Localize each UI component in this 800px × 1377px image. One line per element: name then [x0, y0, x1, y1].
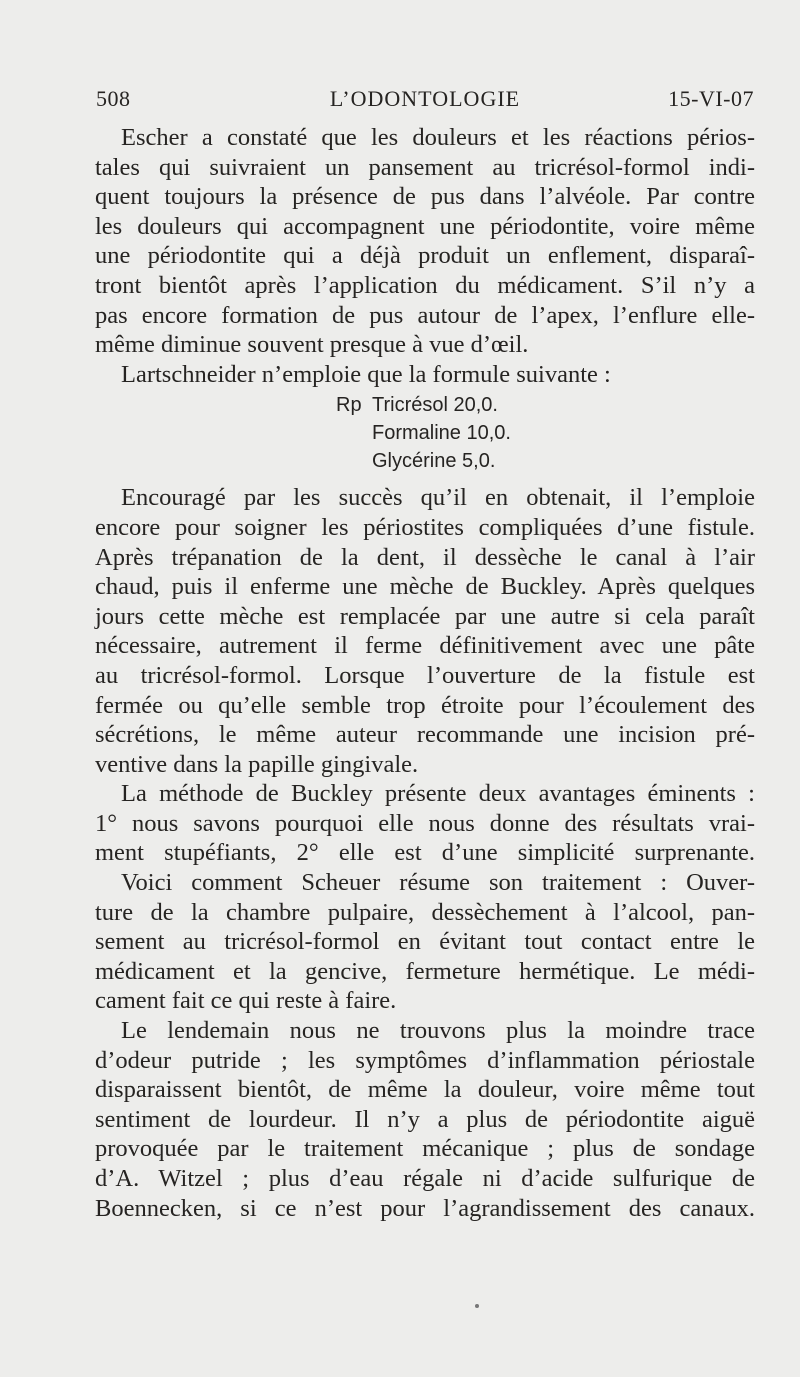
text-line: tront bientôt après l’application du médicament. S’il n’y a: [95, 271, 755, 299]
formula-row: [95, 419, 755, 447]
formula-item: Tricrésol 20,0.: [372, 394, 498, 417]
text-line: La méthode de Buckley présente deux avantages éminents :: [121, 780, 755, 808]
formula-item: Glycérine 5,0.: [372, 450, 496, 473]
page-number: 508: [96, 86, 131, 111]
text-line: une périodontite qui a déjà produit un enflement, disparaî-: [95, 242, 755, 270]
paragraph: [95, 123, 755, 360]
page-header: [96, 86, 754, 120]
text-line: pas encore formation de pus autour de l’apex, l’enflure elle-: [95, 301, 755, 329]
prescription-formula: [95, 391, 755, 475]
formula-item: Formaline 10,0.: [372, 422, 511, 445]
formula-prefix: Rp: [336, 394, 362, 417]
text-line: provoquée par le traitement mécanique ; plus de sondage: [95, 1135, 755, 1163]
text-line: chaud, puis il enferme une mèche de Buckley. Après quelques: [95, 573, 755, 601]
text-line: Lartschneider n’emploie que la formule suivante :: [121, 360, 611, 388]
text-line: Le lendemain nous ne trouvons plus la moindre trace: [121, 1017, 755, 1045]
text-line: sentiment de lourdeur. Il n’y a plus de périodontite aiguë: [95, 1105, 755, 1133]
formula-row: [95, 391, 755, 419]
text-line: 1° nous savons pourquoi elle nous donne des résultats vrai-: [95, 809, 755, 837]
paragraph: [95, 868, 755, 1016]
text-line: fermée ou qu’elle semble trop étroite pour l’écoulement des: [95, 691, 755, 719]
text-line: Voici comment Scheuer résume son traitement : Ouver-: [121, 869, 755, 897]
text-line: ment stupéfiants, 2° elle est d’une simplicité surprenante.: [95, 839, 755, 867]
text-line: cament fait ce qui reste à faire.: [95, 987, 397, 1015]
paragraph: [95, 483, 755, 779]
text-line: quent toujours la présence de pus dans l’alvéole. Par contre: [95, 183, 755, 211]
text-line: disparaissent bientôt, de même la douleur, voire même tout: [95, 1076, 755, 1104]
text-line: tales qui suivraient un pansement au tricrésol-formol indi-: [95, 153, 755, 181]
issue-date: 15-VI-07: [668, 86, 754, 111]
text-line: ventive dans la papille gingivale.: [95, 750, 419, 778]
text-line: Escher a constaté que les douleurs et les réactions périos-: [121, 124, 755, 151]
text-line: jours cette mèche est remplacée par une autre si cela paraît: [95, 602, 755, 630]
text-line: Boennecken, si ce n’est pour l’agrandissement des canaux.: [95, 1194, 755, 1222]
text-line: d’A. Witzel ; plus d’eau régale ni d’acide sulfurique de: [95, 1165, 755, 1192]
text-line: même diminue souvent presque à vue d’œil.: [95, 331, 529, 359]
text-line: Après trépanation de la dent, il dessèche le canal à l’air: [95, 543, 755, 571]
body-text: [95, 123, 755, 1223]
page-speck: [475, 1304, 479, 1308]
text-line: les douleurs qui accompagnent une périodontite, voire même: [95, 212, 755, 240]
text-line: Encouragé par les succès qu’il en obtenait, il l’emploie: [121, 484, 755, 512]
text-line: médicament et la gencive, fermeture hermétique. Le médi-: [95, 957, 755, 985]
text-line: nécessaire, autrement il ferme définitivement avec une pâte: [95, 632, 755, 660]
text-line: au tricrésol-formol. Lorsque l’ouverture de la fistule est: [95, 661, 755, 689]
formula-row: [95, 447, 755, 475]
paragraph: [95, 779, 755, 868]
text-line: sement au tricrésol-formol en évitant tout contact entre le: [95, 928, 755, 956]
text-line: sécrétions, le même auteur recommande une incision pré-: [95, 721, 755, 749]
text-line: encore pour soigner les périostites compliquées d’une fistule.: [95, 513, 755, 541]
paragraph: [95, 1016, 755, 1223]
running-title: L’ODONTOLOGIE: [329, 86, 521, 111]
text-line: ture de la chambre pulpaire, dessèchement à l’alcool, pan-: [95, 898, 755, 926]
text-line: d’odeur putride ; les symptômes d’inflammation périostale: [95, 1046, 755, 1074]
paragraph: [95, 360, 755, 390]
